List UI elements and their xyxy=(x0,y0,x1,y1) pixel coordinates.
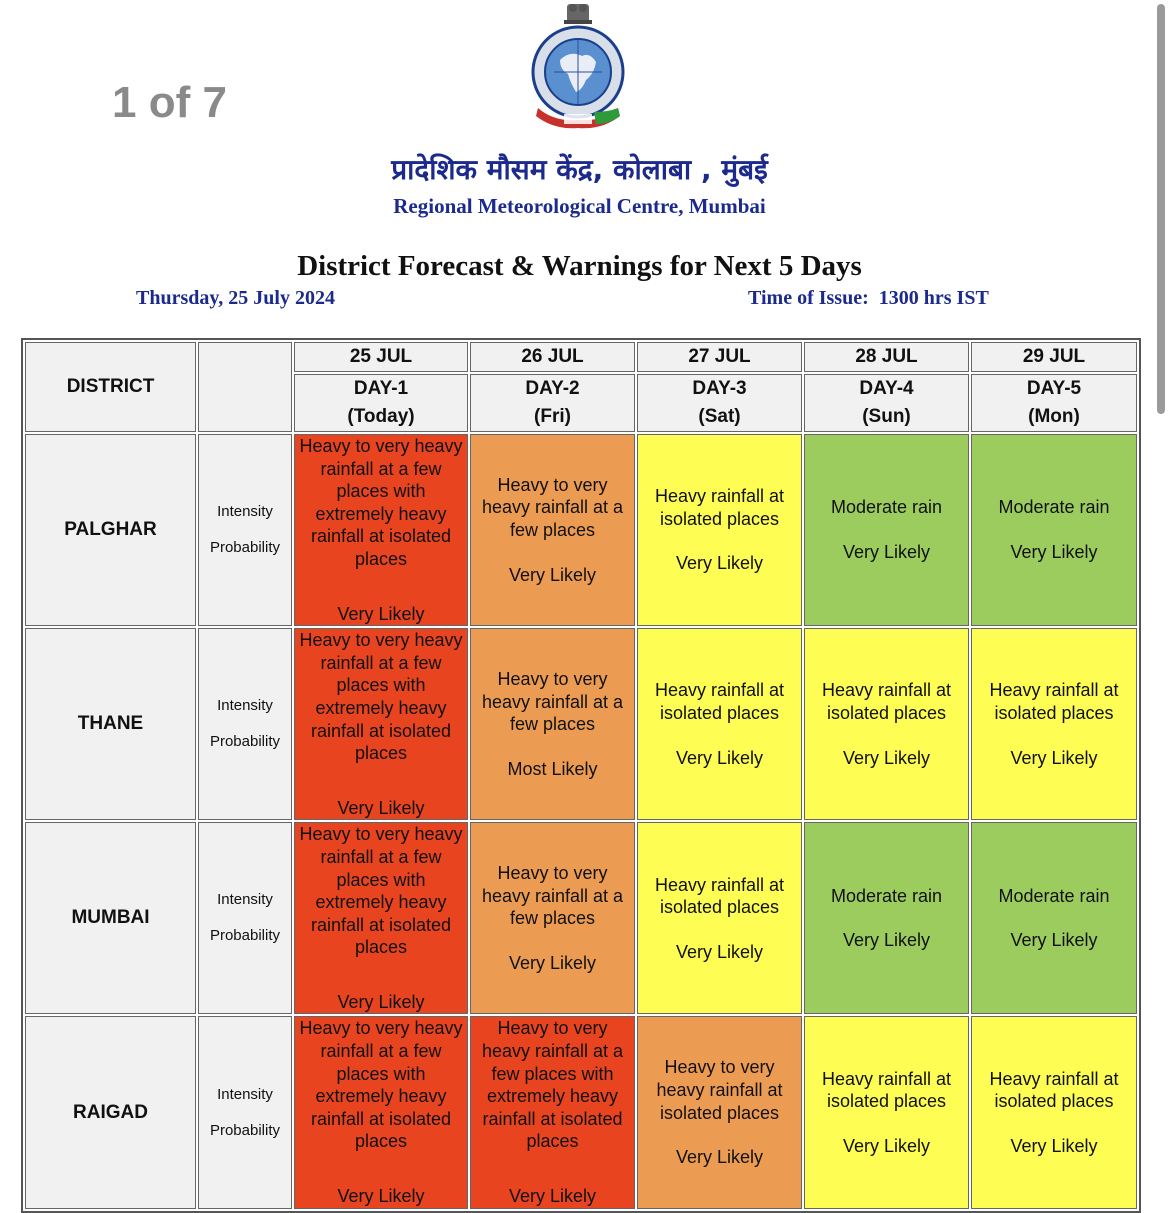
forecast-intensity: Moderate rain xyxy=(998,497,1110,518)
forecast-probability: Very Likely xyxy=(337,1186,425,1207)
forecast-intensity: Heavy rainfall at isolated places xyxy=(654,680,785,723)
cell-spacer xyxy=(638,725,801,747)
forecast-cell xyxy=(470,434,635,626)
cell-spacer xyxy=(805,519,968,541)
district-row xyxy=(25,1016,1137,1208)
forecast-probability: Very Likely xyxy=(675,941,764,962)
forecast-intensity: Heavy to very heavy rainfall at a few places with extremely heavy rainfall at isolated places xyxy=(481,1018,624,1152)
issue-time-label: Time of Issue: xyxy=(748,287,869,309)
forecast-probability: Most Likely xyxy=(507,758,598,779)
forecast-cell xyxy=(294,822,468,1014)
row-labels xyxy=(198,434,292,626)
forecast-probability: Very Likely xyxy=(1010,542,1098,563)
day-label: DAY-1 xyxy=(353,378,409,399)
forecast-intensity: Heavy to very heavy rainfall at a few places xyxy=(481,669,624,735)
forecast-probability: Very Likely xyxy=(508,564,597,585)
intensity-label: Intensity xyxy=(217,1085,273,1103)
day-header xyxy=(294,374,468,432)
forecast-intensity: Moderate rain xyxy=(998,885,1110,906)
district-name: PALGHAR xyxy=(25,434,196,626)
day-header xyxy=(637,374,802,432)
forecast-intensity: Moderate rain xyxy=(830,497,943,518)
district-row xyxy=(25,628,1137,820)
forecast-cell xyxy=(971,822,1137,1014)
cell-spacer xyxy=(805,725,968,747)
cell-spacer xyxy=(295,959,467,981)
district-name: THANE xyxy=(25,628,196,820)
forecast-intensity: Heavy rainfall at isolated places xyxy=(654,486,785,529)
forecast-cell xyxy=(804,822,969,1014)
row-labels xyxy=(198,628,292,820)
forecast-probability: Very Likely xyxy=(337,603,425,624)
issue-date: Thursday, 25 July 2024 xyxy=(136,287,335,309)
probability-label: Probability xyxy=(209,1121,281,1139)
issue-time-value: 1300 hrs IST xyxy=(878,287,989,309)
row-labels xyxy=(198,822,292,1014)
forecast-cell xyxy=(637,1016,802,1208)
forecast-cell xyxy=(971,628,1137,820)
date-header: 26 JUL xyxy=(470,342,635,372)
intensity-label: Intensity xyxy=(217,891,273,909)
office-title-english: Regional Meteorological Centre, Mumbai xyxy=(393,194,766,218)
document-title: District Forecast & Warnings for Next 5 Days xyxy=(297,250,862,282)
forecast-probability: Very Likely xyxy=(842,542,931,563)
forecast-cell xyxy=(804,434,969,626)
row-labels xyxy=(198,1016,292,1208)
forecast-intensity: Heavy to very heavy rainfall at a few places xyxy=(481,474,624,541)
day-header xyxy=(470,374,635,432)
forecast-probability: Very Likely xyxy=(675,1147,764,1168)
forecast-cell xyxy=(294,1016,468,1208)
cell-spacer xyxy=(805,907,968,929)
day-label: DAY-4 xyxy=(859,378,914,399)
cell-spacer xyxy=(471,542,634,564)
forecast-intensity: Heavy rainfall at isolated places xyxy=(821,680,952,723)
forecast-cell xyxy=(637,822,802,1014)
date-header: 28 JUL xyxy=(804,342,969,372)
vertical-scrollbar[interactable] xyxy=(1157,4,1165,414)
forecast-intensity: Heavy rainfall at isolated places xyxy=(654,874,785,918)
forecast-intensity: Moderate rain xyxy=(830,885,943,906)
forecast-cell xyxy=(470,1016,635,1208)
forecast-cell xyxy=(637,434,802,626)
cell-spacer xyxy=(295,1153,467,1175)
district-row xyxy=(25,434,1137,626)
probability-label: Probability xyxy=(209,927,281,945)
emblem-icon xyxy=(564,4,592,24)
day-header xyxy=(971,374,1137,432)
forecast-cell xyxy=(971,1016,1137,1208)
day-header xyxy=(804,374,969,432)
cell-spacer xyxy=(638,530,801,552)
forecast-probability: Very Likely xyxy=(1010,747,1098,768)
forecast-cell xyxy=(637,628,802,820)
imd-logo xyxy=(524,0,632,130)
forecast-intensity: Heavy to very heavy rainfall at isolated places xyxy=(656,1057,783,1123)
probability-label: Probability xyxy=(209,539,281,557)
date-header: 27 JUL xyxy=(637,342,802,372)
district-name: MUMBAI xyxy=(25,822,196,1014)
forecast-cell xyxy=(804,1016,969,1208)
probability-label: Probability xyxy=(209,733,281,751)
forecast-cell xyxy=(971,434,1137,626)
day-sub-label: (Today) xyxy=(347,406,415,427)
day-sub-label: (Mon) xyxy=(1028,406,1080,427)
forecast-table xyxy=(21,338,1141,1213)
forecast-probability: Very Likely xyxy=(337,797,425,818)
forecast-probability: Very Likely xyxy=(337,991,425,1012)
forecast-cell xyxy=(804,628,969,820)
office-title-hindi: प्रादेशिक मौसम केंद्र, कोलाबा , मुंबई xyxy=(391,153,768,186)
cell-spacer xyxy=(471,736,634,758)
issue-time xyxy=(748,287,989,310)
intensity-label: Intensity xyxy=(217,503,273,521)
forecast-probability: Very Likely xyxy=(842,1135,931,1156)
label-column-header xyxy=(198,342,292,432)
forecast-probability: Very Likely xyxy=(1010,1135,1098,1156)
intensity-label: Intensity xyxy=(217,697,273,715)
forecast-probability: Very Likely xyxy=(1010,930,1098,951)
cell-spacer xyxy=(972,907,1136,929)
cell-spacer xyxy=(972,725,1136,747)
forecast-intensity: Heavy rainfall at isolated places xyxy=(989,1068,1119,1112)
day-label: DAY-2 xyxy=(525,378,580,399)
forecast-intensity: Heavy to very heavy rainfall at a few places xyxy=(481,863,624,929)
cell-spacer xyxy=(471,1153,634,1175)
day-sub-label: (Sun) xyxy=(862,406,911,427)
district-row xyxy=(25,822,1137,1014)
forecast-cell xyxy=(294,628,468,820)
forecast-intensity: Heavy rainfall at isolated places xyxy=(989,680,1119,723)
forecast-probability: Very Likely xyxy=(842,747,931,768)
forecast-intensity: Heavy to very heavy rainfall at a few places with extremely heavy rainfall at isolated places xyxy=(299,1018,463,1152)
forecast-probability: Very Likely xyxy=(675,553,764,574)
page-counter: 1 of 7 xyxy=(112,78,227,127)
day-label: DAY-3 xyxy=(692,378,747,399)
cell-spacer xyxy=(295,765,467,787)
cell-spacer xyxy=(295,571,467,593)
cell-spacer xyxy=(805,1113,968,1135)
forecast-cell xyxy=(470,628,635,820)
forecast-intensity: Heavy rainfall at isolated places xyxy=(821,1068,952,1112)
day-sub-label: (Fri) xyxy=(534,406,571,427)
cell-spacer xyxy=(638,1124,801,1146)
forecast-probability: Very Likely xyxy=(508,1186,597,1207)
forecast-intensity: Heavy to very heavy rainfall at a few places with extremely heavy rainfall at isolated places xyxy=(299,630,463,764)
forecast-cell xyxy=(470,822,635,1014)
forecast-cell xyxy=(294,434,468,626)
forecast-intensity: Heavy to very heavy rainfall at a few places with extremely heavy rainfall at isolated places xyxy=(299,436,463,569)
forecast-intensity: Heavy to very heavy rainfall at a few places with extremely heavy rainfall at isolated places xyxy=(299,824,463,958)
cell-spacer xyxy=(471,930,634,952)
date-header: 25 JUL xyxy=(294,342,468,372)
date-header: 29 JUL xyxy=(971,342,1137,372)
district-column-header: DISTRICT xyxy=(25,342,196,432)
day-sub-label: (Sat) xyxy=(698,406,741,427)
day-label: DAY-5 xyxy=(1026,378,1082,399)
forecast-probability: Very Likely xyxy=(508,952,597,973)
cell-spacer xyxy=(638,919,801,941)
cell-spacer xyxy=(972,1113,1136,1135)
forecast-probability: Very Likely xyxy=(842,930,931,951)
district-name: RAIGAD xyxy=(25,1016,196,1208)
cell-spacer xyxy=(972,519,1136,541)
forecast-probability: Very Likely xyxy=(675,747,764,768)
